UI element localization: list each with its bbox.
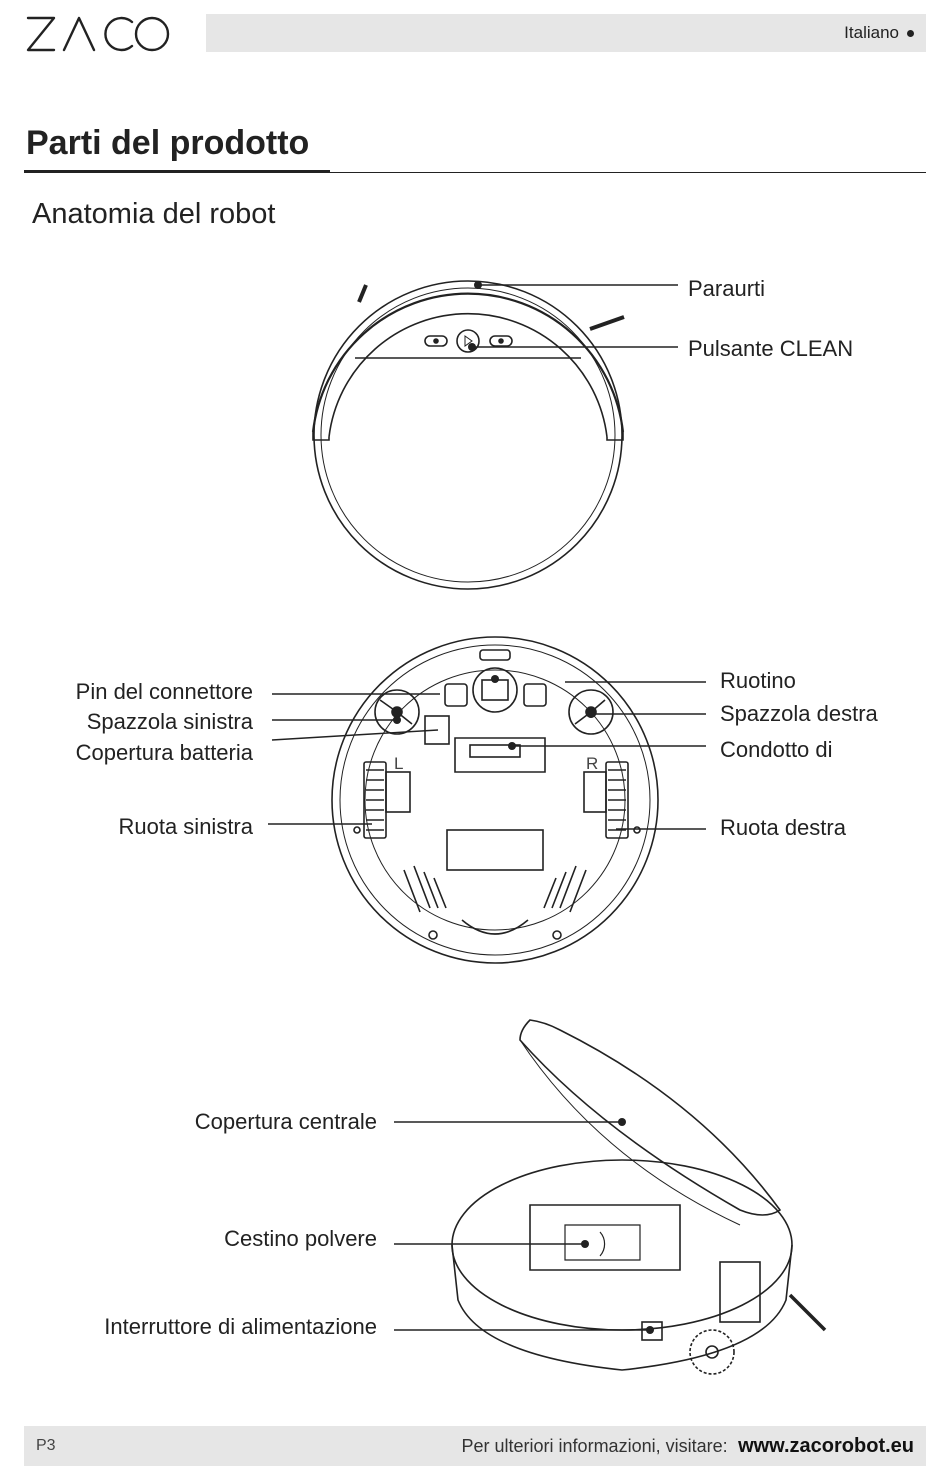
page-number: P3	[36, 1437, 56, 1454]
right-mark: R	[586, 754, 599, 773]
left-wheel-label: Ruota sinistra	[118, 814, 253, 839]
footer-info-text: Per ulteriori informazioni, visitare:	[461, 1435, 728, 1456]
clean-button-label: Pulsante CLEAN	[688, 336, 854, 361]
robot-bottom-view	[332, 637, 658, 963]
battery-cover-label: Copertura batteria	[75, 740, 253, 765]
footer-info	[462, 1435, 914, 1458]
bumper-label: Paraurti	[688, 276, 766, 301]
website-link[interactable]: www.zacorobot.eu	[738, 1434, 914, 1457]
left-mark: L	[394, 754, 404, 773]
footer-bar	[24, 1426, 926, 1466]
power-switch-label: Interruttore di alimentazione	[104, 1314, 377, 1339]
caster-label: Ruotino	[720, 668, 796, 693]
leader-line	[268, 675, 706, 829]
right-wheel-label: Ruota destra	[720, 815, 846, 840]
language-label: Italiano	[844, 23, 899, 42]
leader-line	[394, 1118, 654, 1334]
subtitle: Anatomia del robot	[32, 198, 276, 230]
robot-top-view	[313, 281, 624, 589]
left-brush-label: Spazzola sinistra	[86, 709, 253, 734]
robot-open-view	[452, 1020, 825, 1374]
dust-bin-label: Cestino polvere	[224, 1226, 377, 1251]
center-cover-label: Copertura centrale	[194, 1109, 377, 1134]
section-title: Parti del prodotto	[26, 124, 310, 162]
connector-pins-label: Pin del connettore	[75, 679, 253, 704]
right-brush-label: Spazzola destra	[720, 701, 878, 726]
duct-label: Condotto di	[720, 737, 833, 762]
